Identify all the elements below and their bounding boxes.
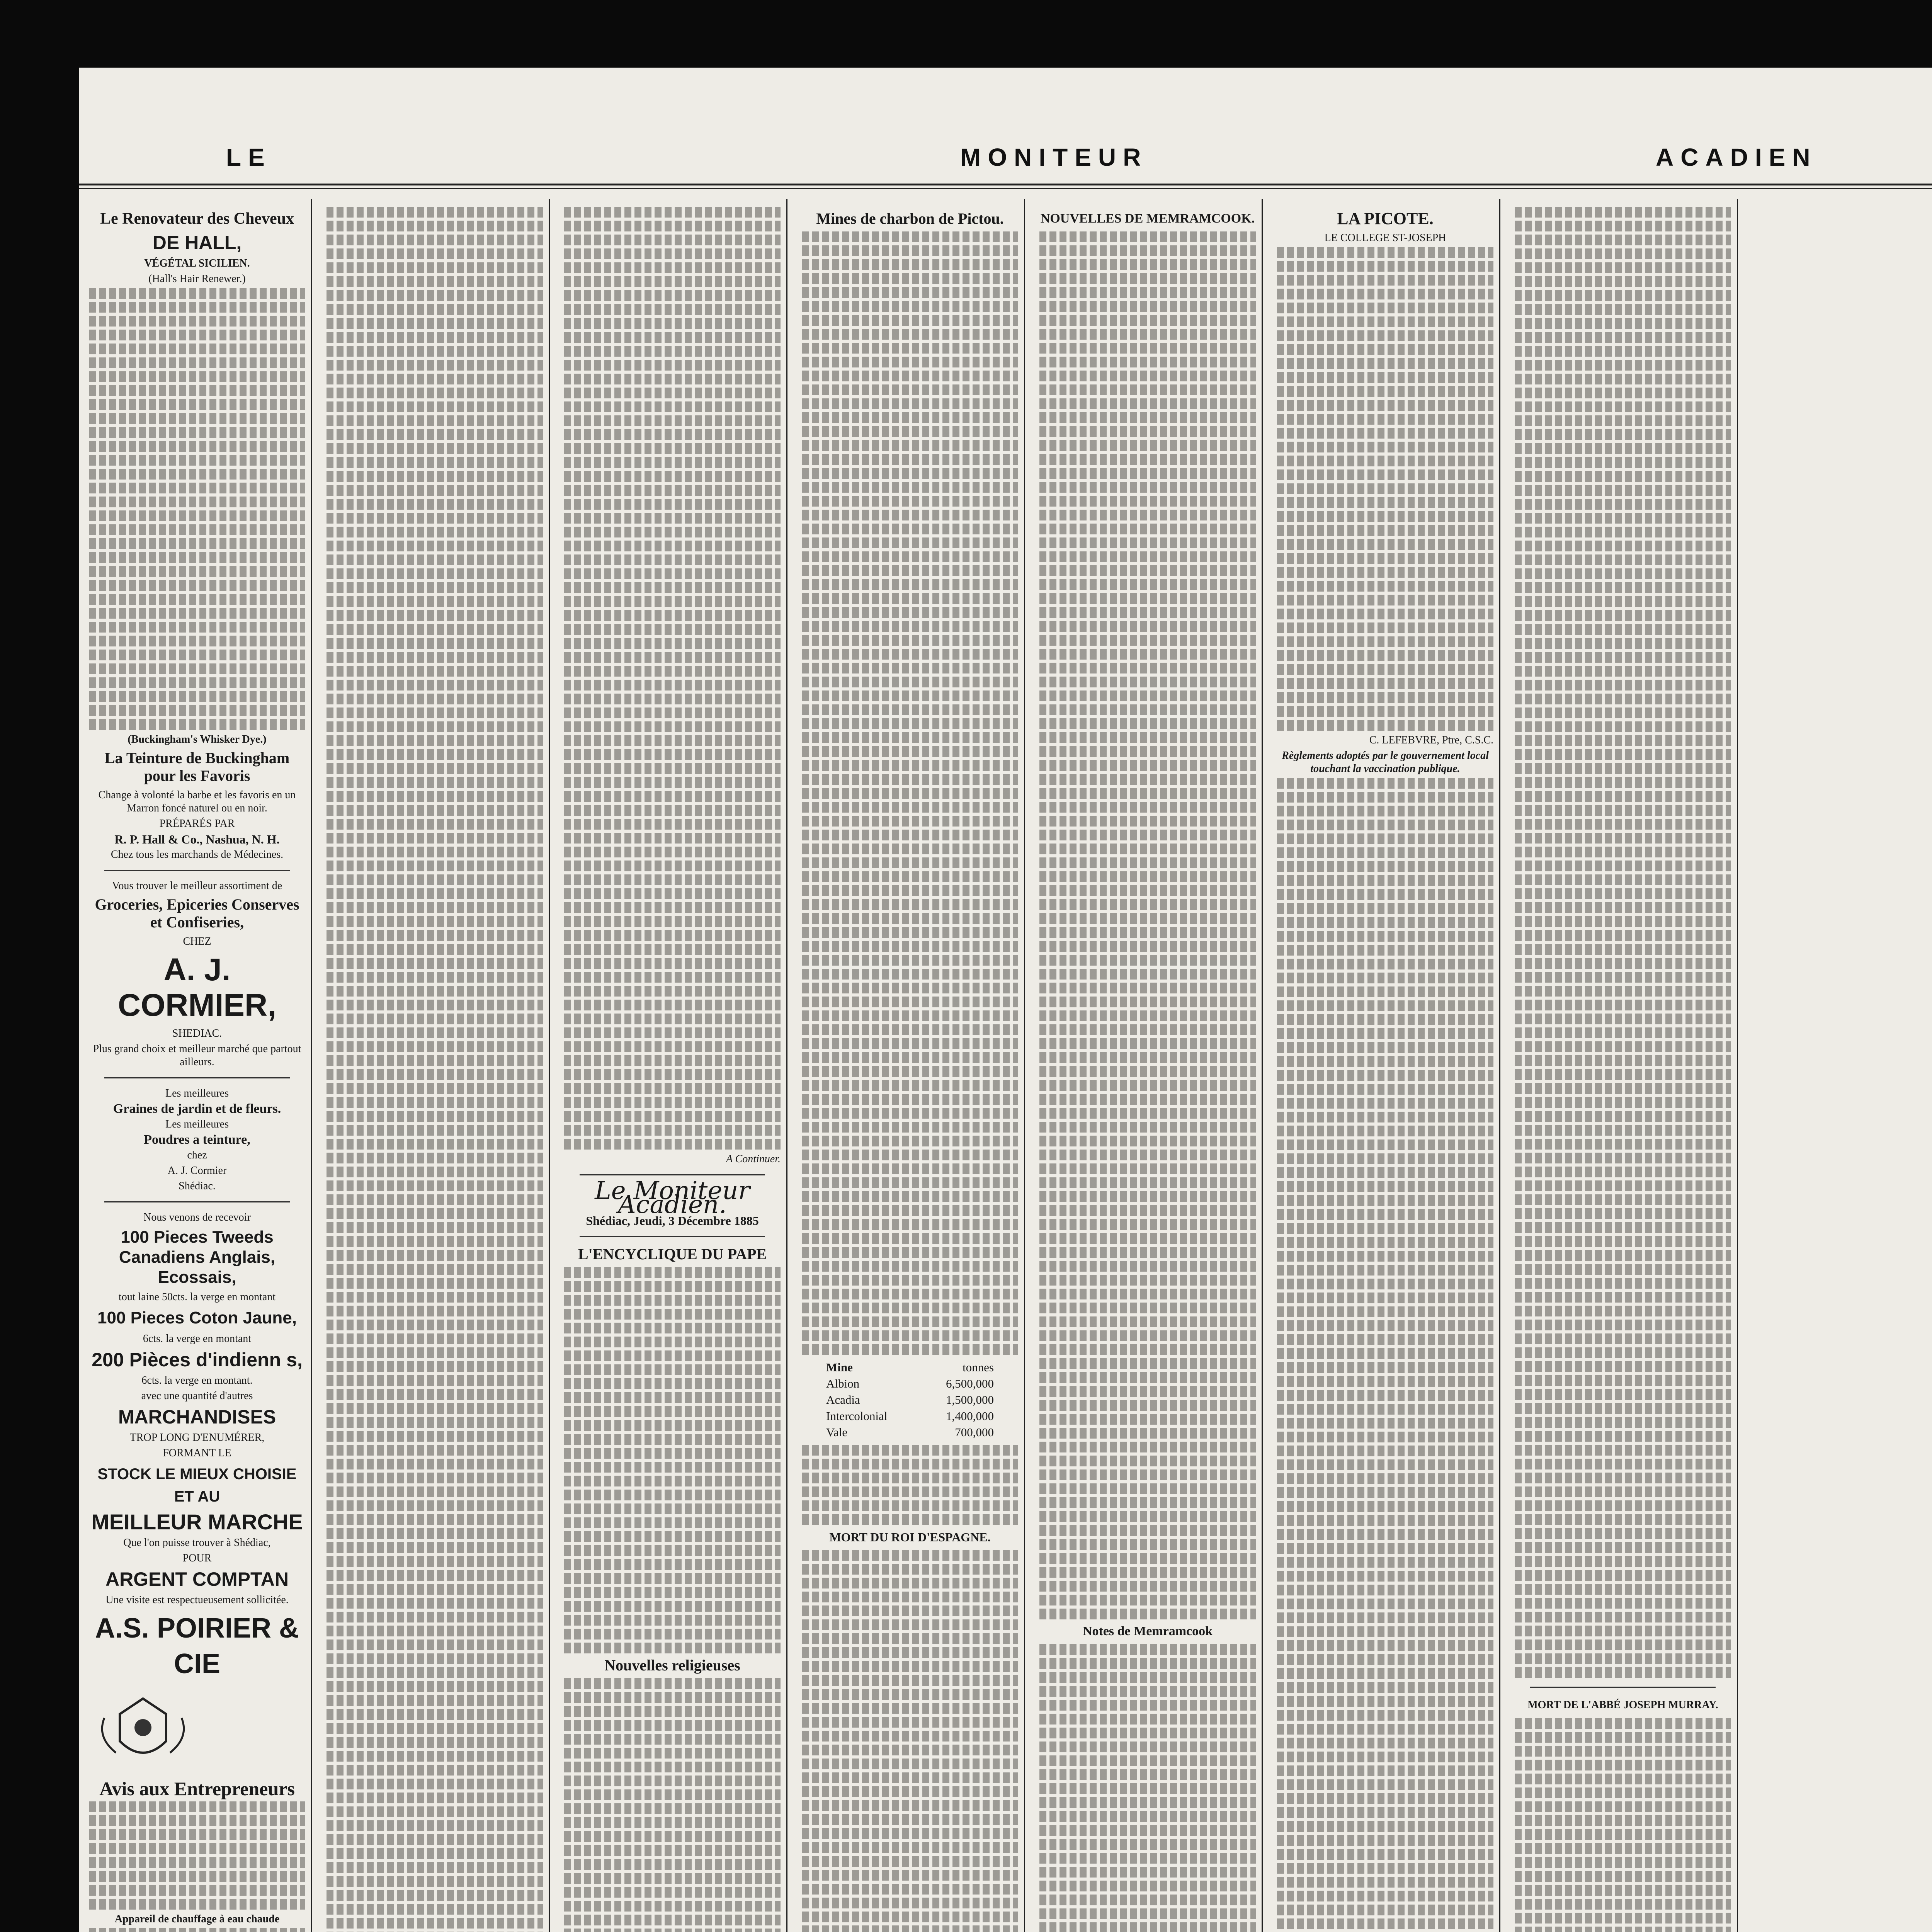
- article-body-text: [564, 1678, 781, 1932]
- column-rule: [311, 199, 312, 1932]
- ad-body-text: [89, 288, 305, 730]
- article-body-text: [1277, 247, 1493, 731]
- column-rule: [549, 199, 550, 1932]
- ad-text: Poudres a teinture,: [144, 1133, 250, 1147]
- section-heading: Notes de Memramcook: [1082, 1624, 1213, 1638]
- table-row: [826, 1360, 994, 1375]
- nameplate: Le Moniteur Acadien.: [595, 1177, 750, 1219]
- ad-subtitle: VÉGÉTAL SICILIEN.: [144, 257, 250, 269]
- ad-line: MEILLEUR MARCHE: [91, 1510, 303, 1534]
- separator: [580, 1174, 765, 1175]
- table-cell: tonnes: [963, 1361, 994, 1374]
- separator: [580, 1236, 765, 1237]
- column-rule: [1024, 199, 1025, 1932]
- advertisement-column: [89, 207, 305, 1932]
- article-body-text: [1515, 207, 1731, 1678]
- table-cell: Mine: [826, 1361, 853, 1374]
- ad-text: TROP LONG D'ENUMÉRER,: [129, 1432, 265, 1444]
- ad-text: Vous trouver le meilleur assortiment de: [112, 880, 282, 892]
- ad-title: La Teinture de Buckingham pour les Favoris: [104, 749, 290, 784]
- table-row: [826, 1376, 994, 1391]
- masthead-rule: [79, 184, 1932, 185]
- separator: [104, 1077, 290, 1078]
- table-row: [826, 1392, 994, 1408]
- separator: [104, 1201, 290, 1202]
- ad-text: chez: [187, 1149, 207, 1161]
- section-subheading: Règlements adoptés par le gouvernement local touchant la vaccination publique.: [1282, 750, 1489, 775]
- table-cell: Intercolonial: [826, 1409, 888, 1423]
- section-heading: Mines de charbon de Pictou.: [816, 210, 1004, 227]
- ad-text: FORMANT LE: [163, 1447, 231, 1459]
- column-rule: [1262, 199, 1263, 1932]
- ad-text: Change à volonté la barbe et les favoris en un Marron foncé naturel ou en noir.: [98, 789, 296, 814]
- ad-name: DE HALL,: [152, 232, 242, 253]
- ad-subtitle: (Buckingham's Whisker Dye.): [128, 733, 267, 745]
- ad-line: 200 Pièces d'indienn s,: [92, 1349, 303, 1371]
- signature: C. LEFEBVRE, Ptre, C.S.C.: [1369, 734, 1493, 746]
- masthead-rule: [79, 188, 1932, 189]
- ad-name: A.S. POIRIER & CIE: [95, 1613, 299, 1679]
- coat-of-arms-icon: [89, 1691, 197, 1768]
- article-column: [1039, 207, 1256, 1932]
- ad-text: Graines de jardin et de fleurs.: [113, 1102, 281, 1116]
- ad-maker: R. P. Hall & Co., Nashua, N. H.: [114, 832, 280, 846]
- ad-line: STOCK LE MIEUX CHOISIE ET AU: [97, 1466, 297, 1505]
- ad-text: Plus grand choix et meilleur marché que partout ailleurs.: [93, 1043, 301, 1068]
- section-heading: Nouvelles religieuses: [604, 1656, 740, 1674]
- editorial-column: [564, 207, 781, 1932]
- column-rule: [786, 199, 787, 1932]
- article-body-text: [802, 231, 1018, 1355]
- article-body-text: [1277, 778, 1493, 1932]
- article-body-text: [327, 207, 543, 1932]
- ad-body-text: [89, 1928, 305, 1932]
- ad-text: SHEDIAC.: [172, 1027, 222, 1039]
- masthead-word: LE: [226, 143, 272, 171]
- table-cell: 700,000: [955, 1425, 994, 1439]
- ad-text: Les meilleures: [165, 1118, 229, 1130]
- article-column: [802, 207, 1018, 1932]
- section-heading: NOUVELLES DE MEMRAMCOOK.: [1040, 211, 1255, 226]
- ad-line: MARCHANDISES: [118, 1406, 276, 1428]
- ad-subtitle: Appareil de chauffage à eau chaude: [114, 1913, 280, 1925]
- masthead-word: MONITEUR: [960, 143, 1148, 171]
- ad-text: Que l'on puisse trouver à Shédiac,: [123, 1537, 271, 1549]
- section-heading: MORT DU ROI D'ESPAGNE.: [829, 1530, 991, 1544]
- section-heading: L'ENCYCLIQUE DU PAPE: [578, 1245, 767, 1263]
- masthead: [226, 143, 1932, 178]
- article-body-text: [564, 1267, 781, 1653]
- section-heading: LA PICOTE.: [1337, 209, 1434, 228]
- ad-subtitle: (Hall's Hair Renewer.): [148, 273, 246, 285]
- ad-line: 100 Pieces Coton Jaune,: [97, 1308, 297, 1327]
- ad-text: Une visite est respectueusement sollicitée.: [105, 1594, 289, 1606]
- ad-text: Les meilleures: [165, 1087, 229, 1099]
- column-rule: [1737, 199, 1738, 1932]
- table-cell: Vale: [826, 1425, 848, 1439]
- article-body-text: [1515, 1718, 1731, 1932]
- table-cell: Acadia: [826, 1393, 860, 1406]
- ad-text: CHEZ: [183, 935, 211, 947]
- ad-title: Avis aux Entrepreneurs: [99, 1778, 295, 1799]
- article-body-text: [802, 1550, 1018, 1932]
- ad-title: Groceries, Epiceries Conserves et Confiseries,: [95, 896, 299, 931]
- dateline: Shédiac, Jeudi, 3 Décembre 1885: [586, 1214, 759, 1228]
- table-cell: 6,500,000: [946, 1377, 994, 1390]
- ad-text: POUR: [182, 1552, 212, 1564]
- ad-title: Le Renovateur des Cheveux: [100, 210, 294, 228]
- table-cell: Albion: [826, 1377, 860, 1390]
- masthead-word: ACADIEN: [1656, 143, 1817, 171]
- ad-text: A. J. Cormier: [167, 1165, 227, 1177]
- article-body-text: [564, 207, 781, 1150]
- table-cell: 1,500,000: [946, 1393, 994, 1406]
- table-cell: 1,400,000: [946, 1409, 994, 1423]
- article-body-text: [1039, 1644, 1256, 1932]
- newspaper-page: [79, 68, 1932, 1932]
- article-column: [1515, 207, 1731, 1932]
- table-row: [826, 1408, 994, 1424]
- continuation-note: A Continuer.: [726, 1153, 781, 1165]
- article-column: [1277, 207, 1493, 1932]
- ad-line: 100 Pieces Tweeds Canadiens Anglais, Ecossais,: [119, 1228, 276, 1287]
- column-rule: [1499, 199, 1500, 1932]
- table-row: [826, 1425, 994, 1440]
- section-heading: MORT DE L'ABBÉ JOSEPH MURRAY.: [1527, 1699, 1718, 1711]
- separator: [104, 870, 290, 871]
- ad-text: Shédiac.: [179, 1180, 216, 1192]
- ad-text: Chez tous les marchands de Médecines.: [111, 849, 284, 861]
- coal-tonnage-table: [825, 1359, 995, 1441]
- ad-text: PRÉPARÉS PAR: [159, 818, 235, 830]
- ad-text: avec une quantité d'autres: [141, 1390, 253, 1402]
- article-body-text: [1039, 231, 1256, 1619]
- article-body-text: [802, 1445, 1018, 1525]
- ad-text: Nous venons de recevoir: [143, 1211, 251, 1223]
- ad-text: 6cts. la verge en montant: [143, 1333, 252, 1345]
- ad-body-text: [89, 1801, 305, 1910]
- ad-name: A. J. CORMIER,: [118, 952, 276, 1023]
- section-subheading: LE COLLEGE ST-JOSEPH: [1324, 232, 1446, 244]
- ad-line: ARGENT COMPTAN: [105, 1568, 289, 1590]
- ad-text: 6cts. la verge en montant.: [141, 1374, 253, 1386]
- article-column: [327, 207, 543, 1932]
- ad-text: tout laine 50cts. la verge en montant: [118, 1291, 276, 1303]
- separator: [1530, 1687, 1716, 1688]
